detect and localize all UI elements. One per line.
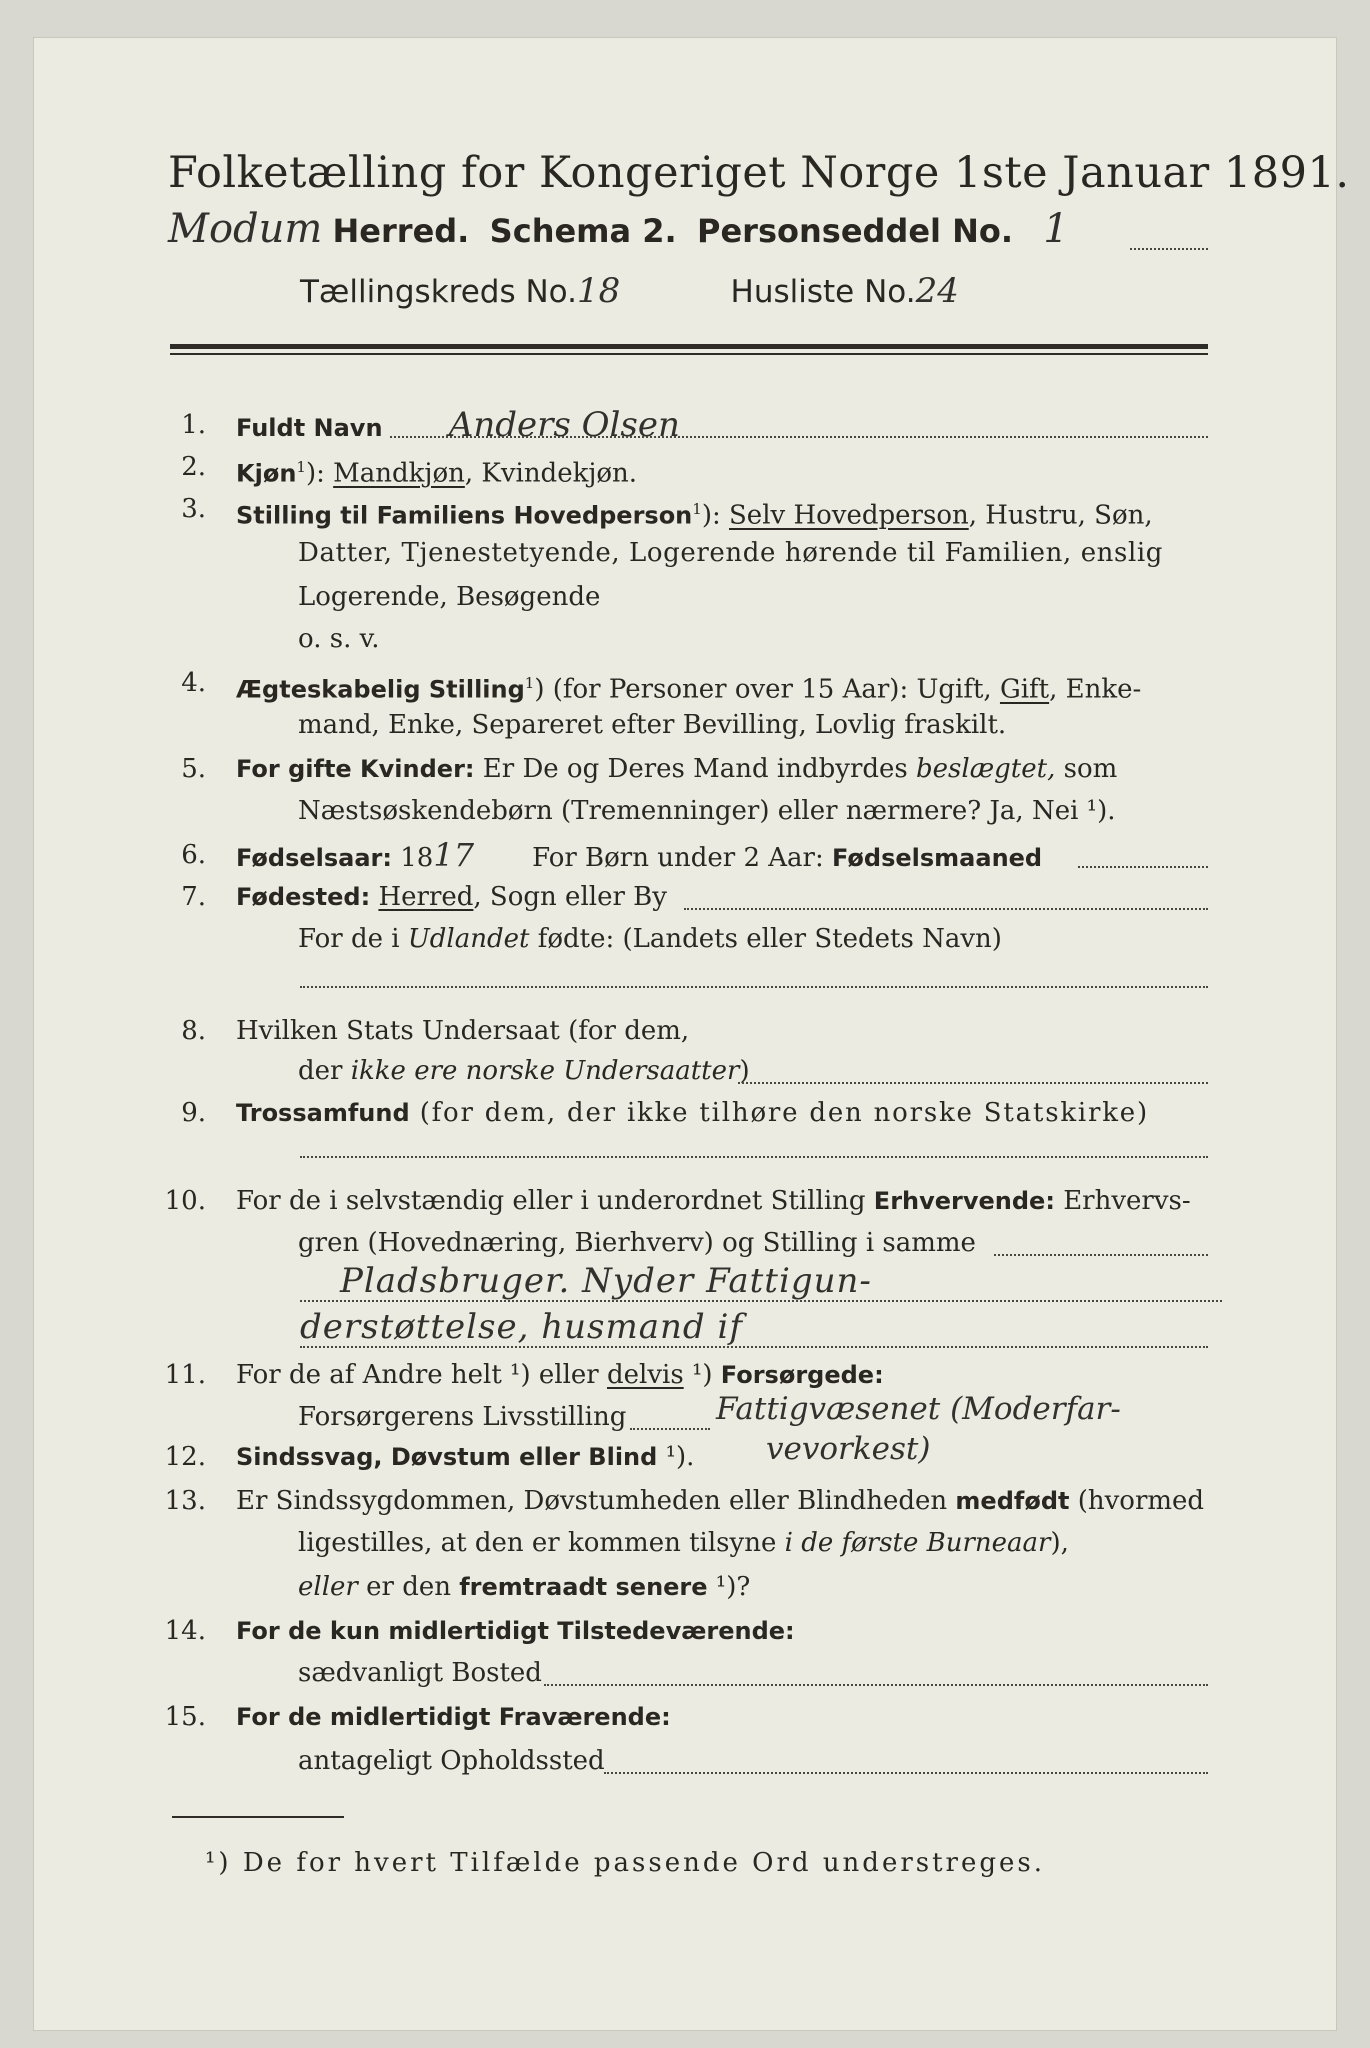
- item-13-line-2: [298, 1526, 1069, 1560]
- item-10-line-1: [236, 1184, 1191, 1218]
- item-3-colon: ):: [701, 500, 721, 531]
- item-9-rest: (for dem, der ikke tilhøre den norske Statskirke): [409, 1098, 1149, 1128]
- item-11-number: 11.: [164, 1360, 206, 1390]
- item-3-line-3: Logerende, Besøgende: [298, 582, 601, 612]
- item-10-label: Erhvervende:: [873, 1187, 1055, 1215]
- sex-selected-option: Mandkjøn: [333, 458, 465, 489]
- item-8-dots: [738, 1082, 1208, 1084]
- item-8-italic: ikke ere norske Undersaatter: [350, 1056, 740, 1086]
- item-2-colon: ):: [305, 458, 325, 489]
- item-13-label: medfødt: [955, 1487, 1070, 1515]
- item-4-line-2: mand, Enke, Separeret efter Bevilling, Lovlig fraskilt.: [298, 710, 1007, 740]
- item-15-number: 15.: [164, 1702, 206, 1732]
- item-13-text-a: Er Sindssygdommen, Døvstumheden eller Blindheden: [236, 1486, 956, 1516]
- item-10-dots-3: [300, 1346, 1208, 1348]
- husliste-number: 24: [915, 271, 959, 311]
- item-14-line-2: sædvanligt Bosted: [298, 1658, 542, 1688]
- provider-handwritten-2: vevorkest): [766, 1431, 931, 1467]
- item-2-number: 2.: [181, 452, 206, 482]
- item-10-dots-1: [994, 1254, 1208, 1256]
- item-15-dots: [604, 1772, 1208, 1774]
- item-3-rest: , Hustru, Søn,: [968, 500, 1153, 531]
- item-12-rest: ¹).: [657, 1442, 695, 1472]
- form-title: Folketælling for Kongeriget Norge 1ste Januar 1891.: [168, 148, 1350, 198]
- header-rule-thick: [170, 344, 1208, 349]
- item-10-dots-2: [300, 1300, 1222, 1302]
- item-13-text-c: ligestilles, at den er kommen tilsyne: [298, 1528, 785, 1558]
- item-5-italic: beslægtet,: [916, 754, 1056, 784]
- header-row-herred: [168, 206, 1069, 252]
- item-3-number: 3.: [181, 494, 206, 524]
- item-14-label: For de kun midlertidigt Tilstedeværende:: [236, 1617, 795, 1645]
- item-13-label-2: fremtraadt senere: [459, 1573, 708, 1601]
- item-2-rest: , Kvindekjøn.: [464, 458, 638, 489]
- item-11-label: Forsørgede:: [720, 1361, 884, 1389]
- birthplace-selected: Herred: [378, 882, 474, 912]
- item-2-sup: 1: [296, 458, 306, 476]
- item-7-dots-2: [300, 986, 1208, 988]
- husliste-label: Husliste No.: [730, 274, 916, 310]
- item-7-text-b: fødte: (Landets eller Stedets Navn): [529, 924, 1002, 954]
- birth-month-label: Fødselsmaaned: [832, 844, 1043, 872]
- footnote-rule: [172, 1816, 344, 1818]
- item-5-text-a: Er De og Deres Mand indbyrdes: [474, 754, 917, 784]
- item-4-text-b: , Enke-: [1049, 674, 1142, 705]
- household-role-selected: Selv Hovedperson: [729, 500, 969, 531]
- item-11-text-a: For de af Andre helt ¹) eller: [236, 1360, 607, 1390]
- item-5-number: 5.: [181, 754, 206, 784]
- item-1-dots: [390, 436, 1208, 438]
- full-name-value: Anders Olsen: [448, 405, 680, 445]
- item-13-text-b: (hvormed: [1069, 1486, 1205, 1516]
- item-4-sup: 1: [524, 674, 535, 692]
- item-10-line-2: gren (Hovednæring, Bierhverv) og Stilling i samme: [298, 1228, 976, 1258]
- item-1-line: [236, 405, 680, 445]
- occupation-handwritten-2: derstøttelse, husmand if: [300, 1307, 743, 1347]
- item-13-italic-2: eller: [298, 1572, 358, 1602]
- item-4-number: 4.: [181, 668, 206, 698]
- header-rule-thin: [170, 353, 1208, 355]
- item-6-text: For Børn under 2 Aar:: [532, 843, 832, 873]
- occupation-handwritten-1: Pladsbruger. Nyder Fattigun-: [340, 1261, 872, 1301]
- item-13-number: 13.: [164, 1486, 206, 1516]
- schema-label: Schema 2.: [489, 212, 677, 250]
- item-13-text-f: ¹)?: [707, 1572, 751, 1602]
- item-14-line-1: [236, 1614, 795, 1648]
- item-14-number: 14.: [164, 1616, 206, 1646]
- item-15-label: For de midlertidigt Fraværende:: [236, 1703, 671, 1731]
- item-13-text-e: er den: [357, 1572, 460, 1602]
- item-8-number: 8.: [181, 1016, 206, 1046]
- marital-status-selected: Gift: [999, 674, 1050, 705]
- item-11-line-1: [236, 1358, 884, 1392]
- item-3-line-2: Datter, Tjenestetyende, Logerende hørende til Familien, enslig: [298, 538, 1164, 568]
- item-12-label: Sindssvag, Døvstum eller Blind: [236, 1443, 658, 1471]
- birth-year-prefix: 18: [392, 843, 434, 873]
- item-5-line-2: Næstsøskendebørn (Tremenninger) eller nærmere? Ja, Nei ¹).: [298, 796, 1116, 826]
- item-10-text-b: Erhvervs-: [1054, 1186, 1191, 1216]
- item-5-label: For gifte Kvinder:: [236, 755, 475, 783]
- item-6-label: Fødselsaar:: [236, 844, 392, 872]
- kreds-number: 18: [576, 271, 621, 311]
- item-13-text-d: ),: [1050, 1528, 1069, 1558]
- herred-label: Herred.: [332, 212, 470, 250]
- item-9-line: [236, 1096, 1149, 1130]
- item-1-number: 1.: [181, 410, 206, 440]
- item-4-label: Ægteskabelig Stilling: [236, 675, 525, 704]
- item-5-text-b: som: [1055, 754, 1118, 784]
- herred-handwritten: Modum: [168, 206, 323, 252]
- item-9-label: Trossamfund: [236, 1099, 410, 1127]
- personseddel-number: 1: [1043, 206, 1069, 252]
- item-7-italic: Udlandet: [407, 924, 530, 954]
- item-8-line-2: [298, 1054, 750, 1088]
- item-7-line-2: [298, 922, 1002, 956]
- item-7-label: Fødested:: [236, 883, 371, 911]
- item-12-line: [236, 1440, 694, 1474]
- item-2-line: [236, 450, 637, 491]
- item-10-text-a: For de i selvstændig eller i underordnet Stilling: [236, 1186, 874, 1216]
- item-3-line-1: [236, 492, 1153, 533]
- item-8-text-b: ): [739, 1056, 750, 1086]
- item-11-text-b: ¹): [683, 1360, 721, 1390]
- item-6-number: 6.: [181, 840, 206, 870]
- personseddel-label: Personseddel No.: [697, 212, 1014, 250]
- item-8-text-a: der: [298, 1056, 351, 1086]
- item-13-line-3: [298, 1570, 750, 1604]
- item-12-number: 12.: [164, 1442, 206, 1472]
- item-4-text-a: ) (for Personer over 15 Aar): Ugift,: [534, 674, 1000, 705]
- item-15-line-2: antageligt Opholdssted: [298, 1746, 605, 1776]
- birth-year-handwritten: 17: [433, 836, 475, 874]
- item-7-text-a: For de i: [298, 924, 408, 954]
- kreds-label: Tællingskreds No.: [300, 274, 577, 310]
- item-6-line: [236, 838, 1042, 875]
- item-7-rest: , Sogn eller By: [473, 882, 667, 912]
- item-5-line-1: [236, 752, 1117, 786]
- item-9-number: 9.: [181, 1098, 206, 1128]
- footnote: ¹) De for hvert Tilfælde passende Ord understreges.: [205, 1848, 1046, 1878]
- item-11-line-2: Forsørgerens Livsstilling: [298, 1402, 627, 1432]
- item-7-dots-1: [684, 908, 1208, 910]
- item-13-italic: i de første Burneaar: [784, 1528, 1051, 1558]
- item-1-label: Fuldt Navn: [236, 414, 383, 442]
- item-7-line-1: [236, 880, 667, 914]
- item-10-number: 10.: [164, 1186, 206, 1216]
- item-3-label: Stilling til Familiens Hovedperson: [236, 501, 693, 530]
- support-selected: delvis: [606, 1360, 684, 1390]
- item-15-line-1: [236, 1700, 671, 1734]
- item-7-number: 7.: [181, 882, 206, 912]
- personseddel-dots: [1130, 248, 1208, 250]
- item-6-dots: [1078, 866, 1208, 868]
- item-3-line-4: o. s. v.: [298, 624, 380, 654]
- item-3-sup: 1: [692, 500, 702, 518]
- item-9-dots: [300, 1156, 1208, 1158]
- item-11-dots: [630, 1428, 710, 1430]
- item-13-line-1: [236, 1484, 1204, 1518]
- provider-handwritten-1: Fattigvæsenet (Moderfar-: [716, 1391, 1121, 1427]
- item-2-label: Kjøn: [236, 459, 297, 488]
- header-row-kreds: [300, 271, 959, 311]
- item-8-line-1: Hvilken Stats Undersaat (for dem,: [236, 1016, 690, 1046]
- item-4-line-1: [236, 666, 1141, 707]
- item-14-dots: [544, 1684, 1208, 1686]
